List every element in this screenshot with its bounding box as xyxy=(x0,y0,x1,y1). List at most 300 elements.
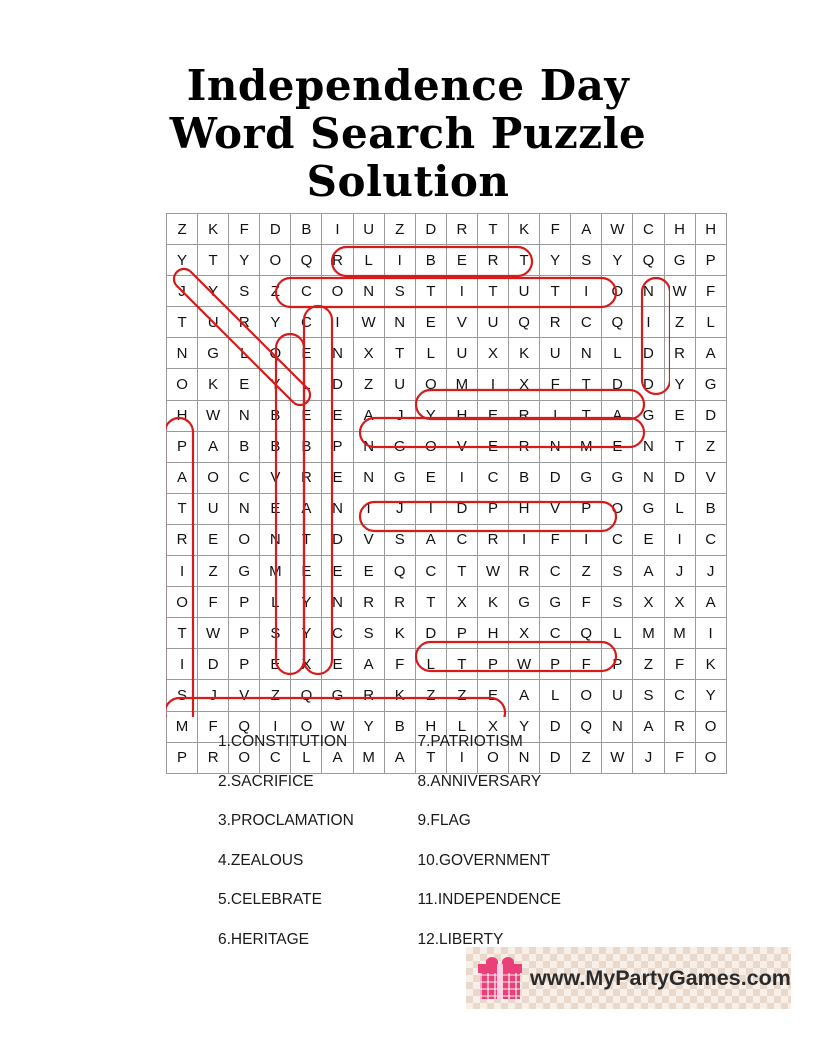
grid-cell: B xyxy=(291,431,322,462)
grid-cell: K xyxy=(198,214,229,245)
grid-cell: X xyxy=(509,369,540,400)
grid-cell: D xyxy=(415,214,446,245)
grid-cell: T xyxy=(415,742,446,773)
word-item: 12.LIBERTY xyxy=(417,930,504,948)
grid-cell: Q xyxy=(291,245,322,276)
grid-cell: I xyxy=(695,618,726,649)
grid-cell: Z xyxy=(571,742,602,773)
grid-cell: O xyxy=(695,742,726,773)
grid-cell: F xyxy=(540,214,571,245)
word-item: 4.ZEALOUS xyxy=(218,851,304,869)
grid-cell: D xyxy=(633,369,664,400)
grid-cell: O xyxy=(229,742,260,773)
grid-cell: U xyxy=(540,338,571,369)
grid-cell: X xyxy=(291,649,322,680)
grid-cell: S xyxy=(384,524,415,555)
grid-cell: J xyxy=(664,556,695,587)
grid-cell: A xyxy=(633,711,664,742)
grid-cell: E xyxy=(229,369,260,400)
grid-cell: M xyxy=(446,369,477,400)
grid-cell: E xyxy=(198,524,229,555)
grid-cell: K xyxy=(695,649,726,680)
grid-cell: F xyxy=(198,587,229,618)
grid-cell: C xyxy=(446,524,477,555)
grid-row xyxy=(167,245,727,276)
grid-cell: N xyxy=(633,276,664,307)
grid-row xyxy=(167,556,727,587)
grid-cell: Q xyxy=(602,307,633,338)
grid-cell: R xyxy=(229,307,260,338)
grid-cell: G xyxy=(633,493,664,524)
grid-cell: L xyxy=(415,649,446,680)
grid-cell: V xyxy=(695,462,726,493)
grid-cell: J xyxy=(633,742,664,773)
grid-cell: O xyxy=(415,431,446,462)
grid-cell: P xyxy=(229,649,260,680)
word-item: 8.ANNIVERSARY xyxy=(417,772,542,790)
grid-cell: N xyxy=(353,431,384,462)
grid-cell: C xyxy=(322,618,353,649)
grid-cell: U xyxy=(446,338,477,369)
grid-cell: F xyxy=(664,649,695,680)
grid-cell: J xyxy=(384,493,415,524)
grid-cell: Y xyxy=(260,307,291,338)
grid-row xyxy=(167,276,727,307)
title-line-2: Word Search Puzzle xyxy=(169,109,647,158)
site-url: www.MyPartyGames.com xyxy=(530,965,791,990)
grid-cell: Z xyxy=(571,556,602,587)
grid-cell: G xyxy=(509,587,540,618)
grid-cell: T xyxy=(540,276,571,307)
grid-cell: F xyxy=(571,587,602,618)
grid-cell: X xyxy=(446,587,477,618)
grid-cell: K xyxy=(509,214,540,245)
grid-cell: S xyxy=(229,276,260,307)
grid-cell: W xyxy=(198,400,229,431)
grid-cell: Z xyxy=(198,556,229,587)
grid-cell: I xyxy=(322,307,353,338)
grid-cell: T xyxy=(571,369,602,400)
grid-cell: P xyxy=(446,618,477,649)
grid-cell: I xyxy=(167,556,198,587)
grid-cell: C xyxy=(633,214,664,245)
grid-cell: A xyxy=(291,493,322,524)
grid-cell: F xyxy=(540,369,571,400)
grid-cell: I xyxy=(353,493,384,524)
grid-cell: S xyxy=(353,618,384,649)
grid-cell: N xyxy=(322,587,353,618)
grid-cell: P xyxy=(477,493,508,524)
grid-cell: Q xyxy=(509,307,540,338)
grid-cell: R xyxy=(509,400,540,431)
grid-cell: D xyxy=(415,618,446,649)
grid-cell: T xyxy=(415,587,446,618)
grid-cell: Q xyxy=(633,245,664,276)
grid-cell: H xyxy=(167,400,198,431)
grid-cell: R xyxy=(477,524,508,555)
grid-cell: L xyxy=(695,307,726,338)
grid-cell: W xyxy=(602,214,633,245)
grid-cell: R xyxy=(384,587,415,618)
grid-cell: V xyxy=(540,493,571,524)
grid-cell: U xyxy=(198,493,229,524)
grid-cell: E xyxy=(353,556,384,587)
grid-row xyxy=(167,649,727,680)
grid-cell: N xyxy=(384,307,415,338)
grid-cell: A xyxy=(167,462,198,493)
grid-cell: Z xyxy=(384,214,415,245)
grid-cell: E xyxy=(322,462,353,493)
grid-cell: J xyxy=(695,556,726,587)
grid-cell: B xyxy=(695,493,726,524)
grid-cell: L xyxy=(260,587,291,618)
grid-cell: W xyxy=(602,742,633,773)
grid-cell: R xyxy=(540,307,571,338)
grid-cell: R xyxy=(167,524,198,555)
grid-cell: E xyxy=(291,556,322,587)
grid-cell: P xyxy=(167,431,198,462)
grid-cell: T xyxy=(509,245,540,276)
grid-cell: Y xyxy=(695,680,726,711)
grid-row xyxy=(167,587,727,618)
grid-cell: O xyxy=(477,742,508,773)
grid-cell: E xyxy=(291,400,322,431)
grid-cell: E xyxy=(415,307,446,338)
grid-cell: X xyxy=(477,711,508,742)
grid-cell: H xyxy=(695,214,726,245)
grid-cell: K xyxy=(509,338,540,369)
grid-cell: U xyxy=(602,680,633,711)
grid-cell: Q xyxy=(571,711,602,742)
grid-cell: N xyxy=(633,462,664,493)
grid-cell: E xyxy=(322,556,353,587)
grid-cell: N xyxy=(633,431,664,462)
word-item: 10.GOVERNMENT xyxy=(417,851,551,869)
grid-cell: N xyxy=(322,493,353,524)
grid-cell: I xyxy=(322,214,353,245)
grid-cell: X xyxy=(477,338,508,369)
grid-cell: D xyxy=(540,742,571,773)
grid-cell: E xyxy=(633,524,664,555)
grid-cell: I xyxy=(260,711,291,742)
grid-cell: W xyxy=(477,556,508,587)
grid-cell: E xyxy=(477,680,508,711)
grid-cell: T xyxy=(571,400,602,431)
grid-cell: I xyxy=(509,524,540,555)
grid-row xyxy=(167,431,727,462)
grid-cell: M xyxy=(167,711,198,742)
grid-cell: M xyxy=(571,431,602,462)
grid-cell: G xyxy=(384,462,415,493)
grid-cell: O xyxy=(198,462,229,493)
grid-cell: W xyxy=(353,307,384,338)
grid-cell: X xyxy=(353,338,384,369)
grid-row xyxy=(167,400,727,431)
grid-cell: L xyxy=(664,493,695,524)
grid-cell: L xyxy=(291,742,322,773)
grid-cell: A xyxy=(353,400,384,431)
title-line-1: Independence Day xyxy=(186,61,630,110)
grid-cell: Q xyxy=(571,618,602,649)
grid-cell: W xyxy=(198,618,229,649)
grid-cell: V xyxy=(229,680,260,711)
grid-cell: E xyxy=(291,338,322,369)
grid-cell: O xyxy=(602,493,633,524)
word-item: 7.PATRIOTISM xyxy=(417,733,523,750)
grid-cell: C xyxy=(540,556,571,587)
grid-cell: Z xyxy=(167,214,198,245)
grid-cell: E xyxy=(602,431,633,462)
grid-cell: N xyxy=(229,400,260,431)
grid-cell: L xyxy=(602,618,633,649)
grid-cell: A xyxy=(198,431,229,462)
grid-cell: B xyxy=(384,711,415,742)
grid-cell: W xyxy=(664,276,695,307)
grid-cell: D xyxy=(322,524,353,555)
grid-cell: F xyxy=(198,711,229,742)
grid-cell: P xyxy=(602,649,633,680)
grid-cell: B xyxy=(229,431,260,462)
grid-cell: D xyxy=(322,369,353,400)
grid-cell: N xyxy=(260,524,291,555)
letter-grid xyxy=(166,213,727,774)
grid-cell: A xyxy=(571,214,602,245)
grid-cell: C xyxy=(571,307,602,338)
grid-cell: I xyxy=(167,649,198,680)
grid-cell: R xyxy=(353,680,384,711)
grid-cell: D xyxy=(540,711,571,742)
grid-cell: D xyxy=(602,369,633,400)
grid-cell: K xyxy=(384,618,415,649)
grid-cell: K xyxy=(384,680,415,711)
grid-cell: G xyxy=(664,245,695,276)
grid-cell: L xyxy=(415,338,446,369)
grid-cell: H xyxy=(477,618,508,649)
grid-cell: L xyxy=(353,245,384,276)
grid-cell: A xyxy=(353,649,384,680)
grid-cell: N xyxy=(571,338,602,369)
grid-row xyxy=(167,462,727,493)
grid-cell: S xyxy=(384,276,415,307)
grid-cell: F xyxy=(695,276,726,307)
grid-cell: U xyxy=(198,307,229,338)
grid-cell: Y xyxy=(229,245,260,276)
grid-cell: E xyxy=(477,431,508,462)
grid-cell: J xyxy=(384,400,415,431)
grid-cell: V xyxy=(446,431,477,462)
grid-cell: N xyxy=(322,338,353,369)
grid-cell: P xyxy=(477,649,508,680)
grid-cell: L xyxy=(602,338,633,369)
grid-cell: K xyxy=(477,587,508,618)
grid-cell: D xyxy=(695,400,726,431)
grid-cell: Y xyxy=(198,276,229,307)
grid-cell: G xyxy=(602,462,633,493)
grid-cell: A xyxy=(602,400,633,431)
grid-cell: N xyxy=(167,338,198,369)
word-item: 1.CONSTITUTION xyxy=(218,733,348,750)
grid-cell: Q xyxy=(291,680,322,711)
grid-cell: Z xyxy=(664,307,695,338)
grid-cell: P xyxy=(167,742,198,773)
grid-cell: T xyxy=(167,618,198,649)
page-title xyxy=(0,62,816,206)
grid-cell: B xyxy=(291,214,322,245)
grid-cell: A xyxy=(695,587,726,618)
grid-cell: S xyxy=(260,618,291,649)
grid-cell: H xyxy=(509,493,540,524)
grid-cell: Y xyxy=(664,369,695,400)
grid-cell: S xyxy=(571,245,602,276)
grid-cell: G xyxy=(198,338,229,369)
grid-cell: P xyxy=(695,245,726,276)
word-item: 6.HERITAGE xyxy=(218,930,310,948)
grid-cell: T xyxy=(415,276,446,307)
word-search-grid xyxy=(166,213,727,774)
grid-cell: I xyxy=(571,524,602,555)
grid-row xyxy=(167,680,727,711)
grid-cell: H xyxy=(446,400,477,431)
grid-cell: C xyxy=(540,618,571,649)
grid-cell: A xyxy=(633,556,664,587)
grid-cell: I xyxy=(446,276,477,307)
word-list xyxy=(166,722,686,959)
grid-cell: R xyxy=(509,556,540,587)
grid-cell: D xyxy=(540,462,571,493)
grid-cell: C xyxy=(291,276,322,307)
grid-cell: R xyxy=(446,214,477,245)
grid-cell: M xyxy=(633,618,664,649)
grid-cell: T xyxy=(664,431,695,462)
grid-cell: G xyxy=(322,680,353,711)
grid-cell: Q xyxy=(260,338,291,369)
grid-cell: Y xyxy=(291,618,322,649)
grid-cell: S xyxy=(602,556,633,587)
grid-cell: G xyxy=(384,431,415,462)
grid-cell: Z xyxy=(446,680,477,711)
grid-cell: T xyxy=(446,556,477,587)
grid-cell: J xyxy=(198,680,229,711)
grid-cell: Y xyxy=(291,587,322,618)
grid-cell: U xyxy=(353,214,384,245)
grid-row xyxy=(167,338,727,369)
grid-cell: T xyxy=(291,524,322,555)
grid-cell: C xyxy=(664,680,695,711)
grid-cell: U xyxy=(509,276,540,307)
grid-cell: A xyxy=(695,338,726,369)
grid-cell: R xyxy=(664,338,695,369)
grid-cell: O xyxy=(167,369,198,400)
word-list-column-2 xyxy=(417,722,667,959)
grid-cell: Z xyxy=(633,649,664,680)
grid-cell: R xyxy=(477,245,508,276)
grid-cell: C xyxy=(477,462,508,493)
grid-cell: C xyxy=(415,556,446,587)
grid-cell: S xyxy=(633,680,664,711)
grid-cell: E xyxy=(664,400,695,431)
grid-cell: G xyxy=(229,556,260,587)
grid-cell: N xyxy=(540,431,571,462)
grid-cell: Y xyxy=(509,711,540,742)
grid-cell: I xyxy=(384,245,415,276)
grid-cell: N xyxy=(353,276,384,307)
grid-cell: E xyxy=(415,462,446,493)
grid-cell: O xyxy=(260,245,291,276)
grid-cell: T xyxy=(477,276,508,307)
grid-cell: D xyxy=(446,493,477,524)
grid-cell: F xyxy=(540,524,571,555)
grid-cell: X xyxy=(664,587,695,618)
grid-cell: E xyxy=(322,649,353,680)
grid-cell: A xyxy=(509,680,540,711)
grid-cell: L xyxy=(446,711,477,742)
grid-cell: Z xyxy=(353,369,384,400)
gift-icon xyxy=(478,957,522,999)
grid-cell: E xyxy=(477,400,508,431)
grid-cell: H xyxy=(664,214,695,245)
grid-cell: F xyxy=(571,649,602,680)
grid-cell: I xyxy=(540,400,571,431)
grid-cell: L xyxy=(291,369,322,400)
grid-cell: R xyxy=(353,587,384,618)
grid-cell: R xyxy=(509,431,540,462)
grid-cell: A xyxy=(415,524,446,555)
grid-row xyxy=(167,214,727,245)
grid-cell: O xyxy=(167,587,198,618)
grid-cell: P xyxy=(540,649,571,680)
grid-cell: R xyxy=(322,245,353,276)
grid-cell: O xyxy=(695,711,726,742)
grid-cell: T xyxy=(477,214,508,245)
grid-cell: L xyxy=(540,680,571,711)
grid-cell: M xyxy=(353,742,384,773)
grid-cell: I xyxy=(446,742,477,773)
grid-cell: O xyxy=(291,711,322,742)
grid-cell: R xyxy=(664,711,695,742)
word-item: 3.PROCLAMATION xyxy=(218,812,354,829)
grid-cell: C xyxy=(260,742,291,773)
grid-cell: S xyxy=(602,587,633,618)
grid-cell: U xyxy=(384,369,415,400)
grid-cell: Y xyxy=(540,245,571,276)
grid-cell: V xyxy=(353,524,384,555)
grid-row xyxy=(167,618,727,649)
grid-cell: N xyxy=(353,462,384,493)
grid-row xyxy=(167,493,727,524)
grid-row xyxy=(167,369,727,400)
grid-cell: G xyxy=(571,462,602,493)
grid-cell: E xyxy=(322,400,353,431)
grid-cell: Y xyxy=(415,400,446,431)
word-item: 2.SACRIFICE xyxy=(218,772,314,790)
grid-cell: N xyxy=(602,711,633,742)
grid-cell: F xyxy=(229,214,260,245)
grid-cell: I xyxy=(477,369,508,400)
grid-cell: B xyxy=(415,245,446,276)
grid-cell: B xyxy=(509,462,540,493)
grid-cell: L xyxy=(229,338,260,369)
grid-cell: C xyxy=(695,524,726,555)
grid-cell: R xyxy=(198,742,229,773)
grid-cell: T xyxy=(384,338,415,369)
grid-cell: Y xyxy=(602,245,633,276)
grid-cell: O xyxy=(415,369,446,400)
grid-cell: Q xyxy=(229,711,260,742)
grid-cell: J xyxy=(167,276,198,307)
grid-cell: N xyxy=(229,493,260,524)
grid-cell: C xyxy=(229,462,260,493)
grid-cell: Y xyxy=(260,369,291,400)
